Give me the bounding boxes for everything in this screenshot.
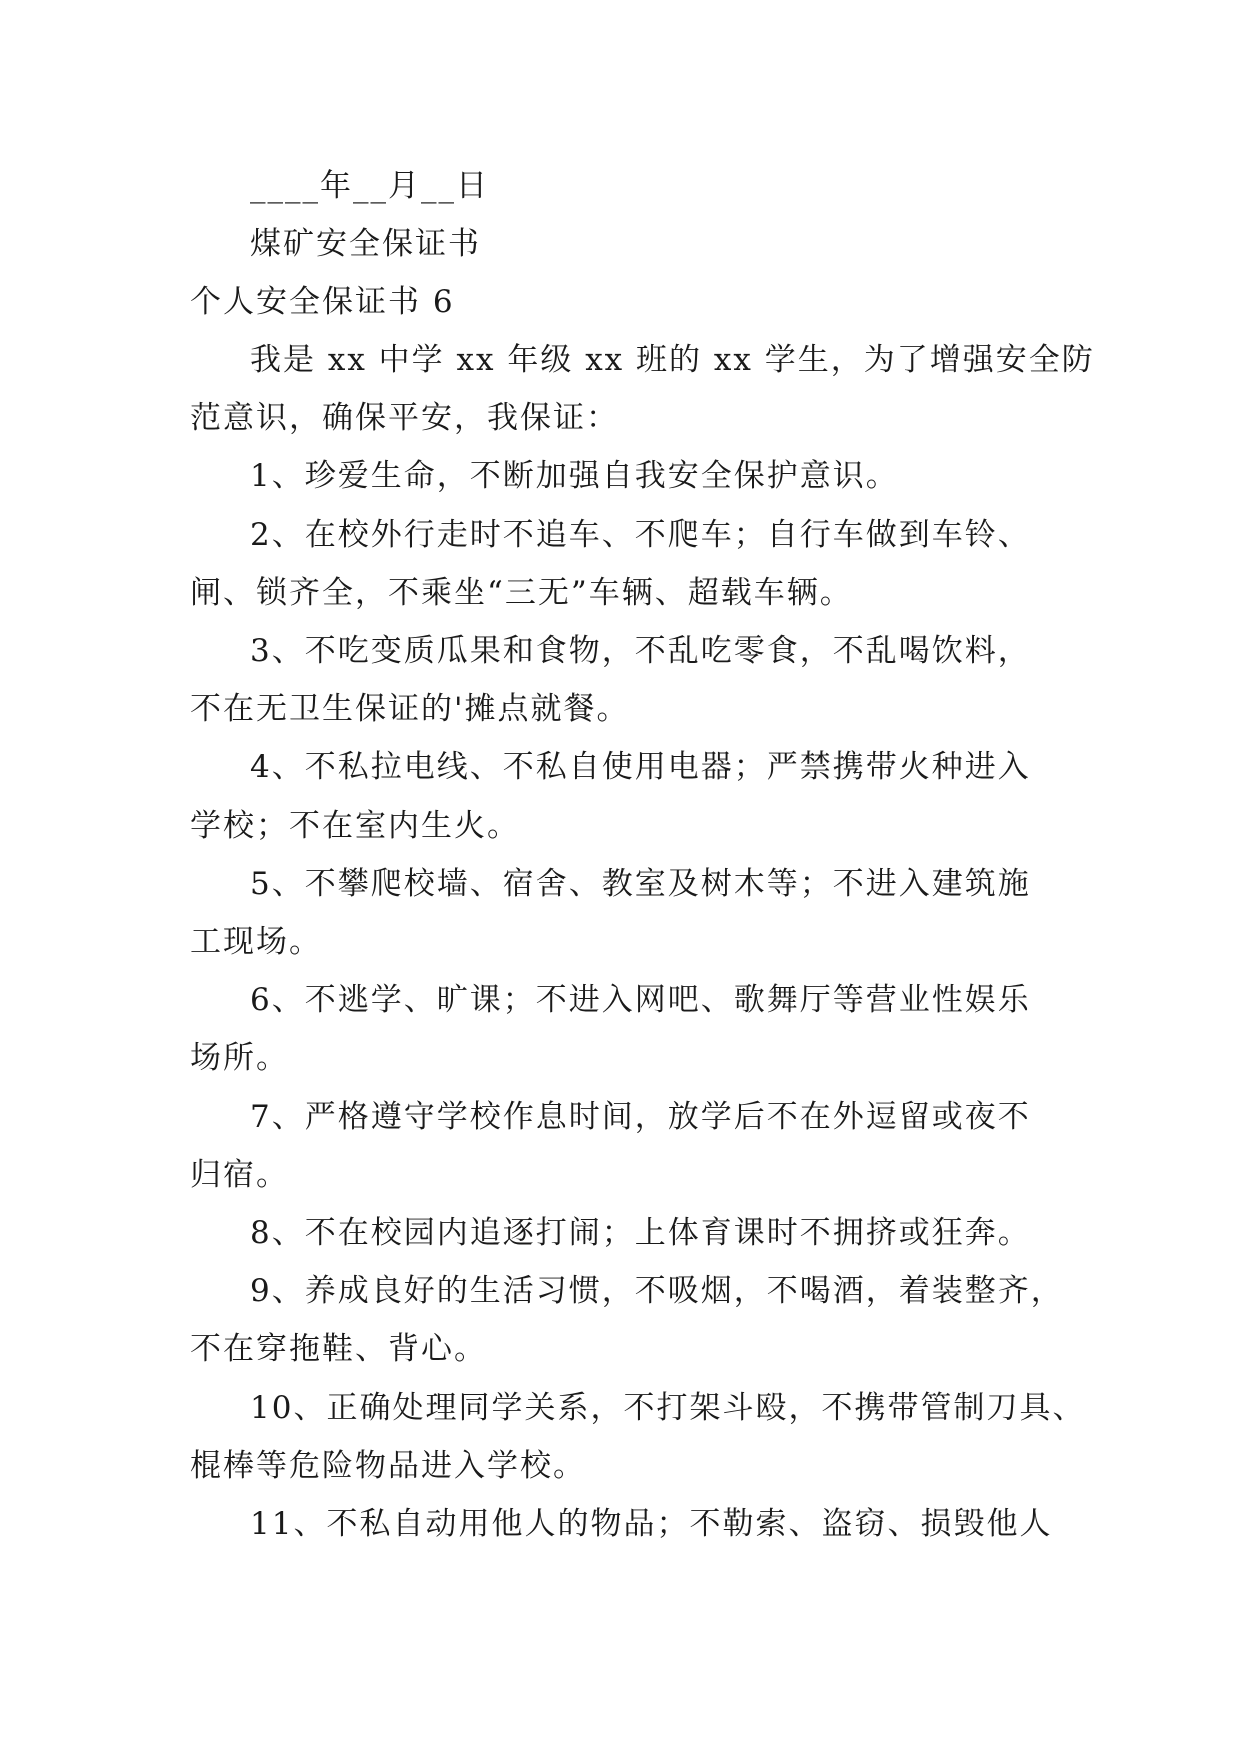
body-line: 6、不逃学、旷课；不进入网吧、歌舞厅等营业性娱乐 bbox=[250, 982, 1031, 1018]
body-line: 1、珍爱生命，不断加强自我安全保护意识。 bbox=[250, 458, 899, 494]
section-title: 个人安全保证书 6 bbox=[190, 284, 455, 320]
body-line: 不在无卫生保证的'摊点就餐。 bbox=[190, 691, 630, 727]
body-line: 11、不私自动用他人的物品；不勒索、盗窃、损毁他人 bbox=[250, 1506, 1053, 1542]
body-line: 9、养成良好的生活习惯，不吸烟，不喝酒，着装整齐， bbox=[250, 1273, 1064, 1309]
body-line: 棍棒等危险物品进入学校。 bbox=[190, 1448, 586, 1484]
body-line: 2、在校外行走时不追车、不爬车；自行车做到车铃、 bbox=[250, 517, 1031, 553]
body-line: 归宿。 bbox=[190, 1157, 289, 1193]
body-line: 10、正确处理同学关系，不打架斗殴，不携带管制刀具、 bbox=[250, 1390, 1086, 1426]
previous-section-title: 煤矿安全保证书 bbox=[250, 226, 481, 262]
body-line: 3、不吃变质瓜果和食物，不乱吃零食，不乱喝饮料， bbox=[250, 633, 1031, 669]
body-line: 5、不攀爬校墙、宿舍、教室及树木等；不进入建筑施 bbox=[250, 866, 1031, 902]
body-line: 7、严格遵守学校作息时间，放学后不在外逗留或夜不 bbox=[250, 1099, 1031, 1135]
body-line: 学校；不在室内生火。 bbox=[190, 808, 520, 844]
body-line: 范意识，确保平安，我保证： bbox=[190, 400, 619, 436]
body-line: 8、不在校园内追逐打闹；上体育课时不拥挤或狂奔。 bbox=[250, 1215, 1031, 1251]
date-line: ____年__月__日 bbox=[250, 168, 489, 204]
body-line: 闸、锁齐全，不乘坐“三无”车辆、超载车辆。 bbox=[190, 575, 853, 611]
body-line: 场所。 bbox=[190, 1040, 289, 1076]
body-line: 我是 xx 中学 xx 年级 xx 班的 xx 学生，为了增强安全防 bbox=[250, 342, 1095, 378]
body-line: 4、不私拉电线、不私自使用电器；严禁携带火种进入 bbox=[250, 749, 1031, 785]
body-line: 工现场。 bbox=[190, 924, 322, 960]
body-line: 不在穿拖鞋、背心。 bbox=[190, 1331, 487, 1367]
